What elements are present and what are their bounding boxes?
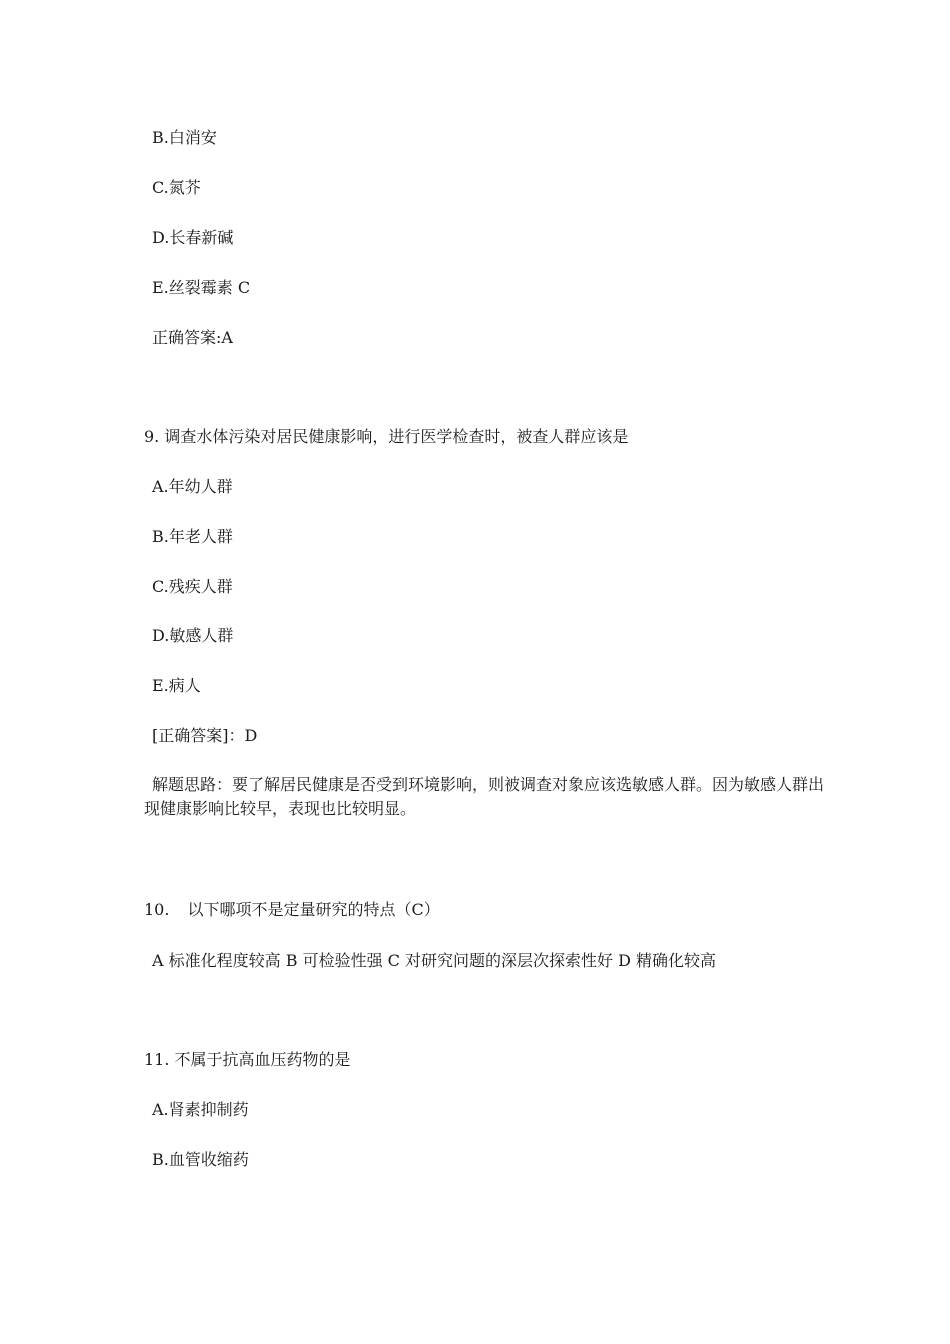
q11-option-a: A.肾素抑制药	[152, 1100, 249, 1119]
q9-answer: [正确答案]：D	[152, 726, 258, 745]
q9-explanation: 解题思路：要了解居民健康是否受到环境影响，则被调查对象应该选敏感人群。因为敏感人群出现健康影响比较早，表现也比较明显。	[144, 775, 825, 818]
q10-question: 以下哪项不是定量研究的特点（C）	[187, 900, 440, 919]
q10-options: A 标准化程度较高 B 可检验性强 C 对研究问题的深层次探索性好 D 精确化较高	[152, 951, 716, 970]
q9-option-a: A.年幼人群	[152, 477, 233, 496]
q11-question: 11. 不属于抗高血压药物的是	[144, 1050, 351, 1069]
q8-option-d: D.长春新碱	[152, 228, 234, 247]
q10-number: 10.	[144, 900, 170, 919]
q9-option-d: D.敏感人群	[152, 626, 234, 645]
q10-question-line	[144, 899, 440, 921]
q11-option-b: B.血管收缩药	[152, 1150, 249, 1169]
q8-option-b: B.白消安	[152, 128, 217, 147]
q8-option-c: C.氮芥	[152, 178, 201, 197]
q9-option-c: C.残疾人群	[152, 577, 233, 596]
q9-option-e: E.病人	[152, 676, 201, 695]
q9-option-b: B.年老人群	[152, 527, 233, 546]
q8-option-e: E.丝裂霉素 C	[152, 278, 251, 297]
q8-answer: 正确答案:A	[152, 328, 233, 347]
q9-question: 9. 调查水体污染对居民健康影响，进行医学检查时，被查人群应该是	[144, 427, 629, 446]
